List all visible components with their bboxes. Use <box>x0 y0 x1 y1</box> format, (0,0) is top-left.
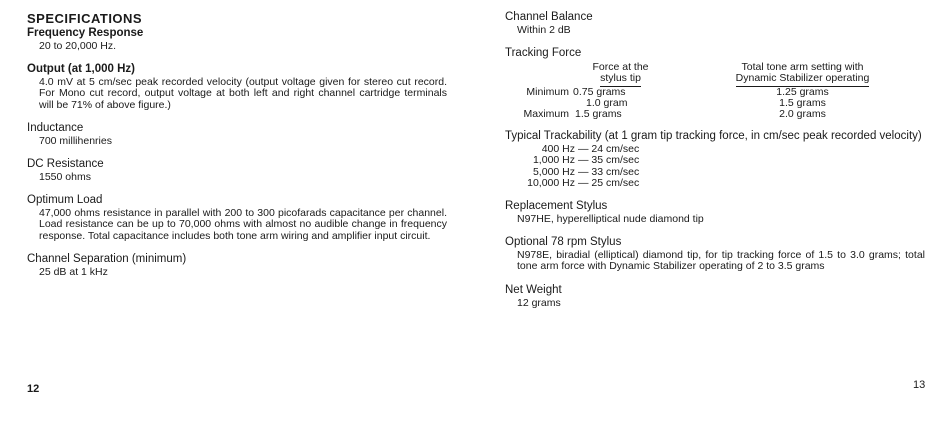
tip-force: 1.0 gram <box>586 96 628 109</box>
total-force: 1.5 grams <box>779 96 826 109</box>
trackability-table <box>505 144 639 189</box>
header-line: Total tone arm setting with <box>741 61 864 74</box>
spec-value: 4.0 mV at 5 cm/sec peak recorded velocity (output voltage given for stereo cut record. For Mono cut record, output voltage at both left and right channel cartridge terminals will be 71% of above figure.) <box>39 76 447 111</box>
spec-value: N97HE, hyperelliptical nude diamond tip <box>517 213 704 226</box>
spec-heading: Channel Separation (minimum) <box>27 252 187 265</box>
header-line: stylus tip <box>600 73 641 86</box>
spec-value: 47,000 ohms resistance in parallel with 200 to 300 picofarads capacitance per channel. Load resistance can be up to 70,000 ohms with almost no audible change in frequency response. Total capacitance includes both tone arm wiring and amplifier input circuit. <box>39 207 447 242</box>
spec-output <box>27 62 447 111</box>
spec-net-weight <box>505 283 925 309</box>
spec-value: N978E, biradial (elliptical) diamond tip, for tip tracking force of 1.5 to 3.0 grams; total tone arm force with Dynamic Stabilizer operating of 2 to 3.5 grams <box>517 249 925 273</box>
table-row <box>505 155 639 166</box>
spec-channel-separation <box>27 252 447 278</box>
table-row <box>505 87 905 98</box>
spec-inductance <box>27 121 447 147</box>
spec-heading: Inductance <box>27 121 84 134</box>
page-number-left: 12 <box>27 383 40 395</box>
frequency: 10,000 Hz <box>527 176 575 189</box>
spec-value: 1550 ohms <box>39 171 91 184</box>
header-line: Force at the <box>592 61 649 74</box>
header-line: Dynamic Stabilizer operating <box>736 73 870 86</box>
spec-value: 25 dB at 1 kHz <box>39 265 108 278</box>
tip-column-header <box>573 62 668 86</box>
spec-frequency-response <box>27 26 447 52</box>
spec-heading: Channel Balance <box>505 11 593 23</box>
page-number-right: 13 <box>913 379 926 391</box>
right-column <box>505 10 925 309</box>
spec-tracking-force <box>505 46 925 120</box>
left-column <box>27 12 447 278</box>
spec-value: 20 to 20,000 Hz. <box>39 40 117 52</box>
spec-heading: Net Weight <box>505 283 562 296</box>
trackability-value: — 24 cm/sec <box>578 143 640 156</box>
spec-heading: Optimum Load <box>27 194 103 207</box>
row-label: Maximum <box>523 108 569 121</box>
spec-value: 12 grams <box>517 296 561 309</box>
spec-heading: Output (at 1,000 Hz) <box>27 63 135 76</box>
frequency: 5,000 Hz <box>532 165 575 178</box>
spec-value: 700 millihenries <box>39 134 112 147</box>
tracking-force-table <box>505 62 905 120</box>
row-label: Minimum <box>526 85 569 98</box>
spec-heading: Tracking Force <box>505 47 582 60</box>
trackability-value: — 25 cm/sec <box>578 176 640 189</box>
spec-heading: DC Resistance <box>27 158 104 171</box>
frequency: 400 Hz <box>541 143 575 156</box>
right-page <box>475 0 950 426</box>
total-force: 1.25 grams <box>776 85 829 98</box>
spec-heading: Optional 78 rpm Stylus <box>505 236 622 249</box>
spec-dc-resistance <box>27 157 447 183</box>
spec-trackability <box>505 130 925 189</box>
total-force: 2.0 grams <box>779 108 826 121</box>
page-title: SPECIFICATIONS <box>27 11 143 26</box>
spec-optimum-load <box>27 193 447 242</box>
table-row <box>505 109 905 120</box>
tip-force: 0.75 grams <box>573 85 626 98</box>
table-row <box>505 178 639 189</box>
spec-heading: Replacement Stylus <box>505 200 608 213</box>
spec-heading: Typical Trackability (at 1 gram tip tracking force, in cm/sec peak recorded velocity) <box>505 130 922 143</box>
frequency: 1,000 Hz <box>532 154 575 167</box>
trackability-value: — 35 cm/sec <box>578 154 640 167</box>
spec-channel-balance <box>505 10 925 36</box>
spec-optional-stylus <box>505 235 925 272</box>
trackability-value: — 33 cm/sec <box>578 165 640 178</box>
spec-value: Within 2 dB <box>517 24 571 36</box>
spec-replacement-stylus <box>505 199 925 225</box>
spec-heading: Frequency Response <box>27 27 144 39</box>
tip-force: 1.5 grams <box>575 108 622 121</box>
total-column-header <box>700 62 905 86</box>
